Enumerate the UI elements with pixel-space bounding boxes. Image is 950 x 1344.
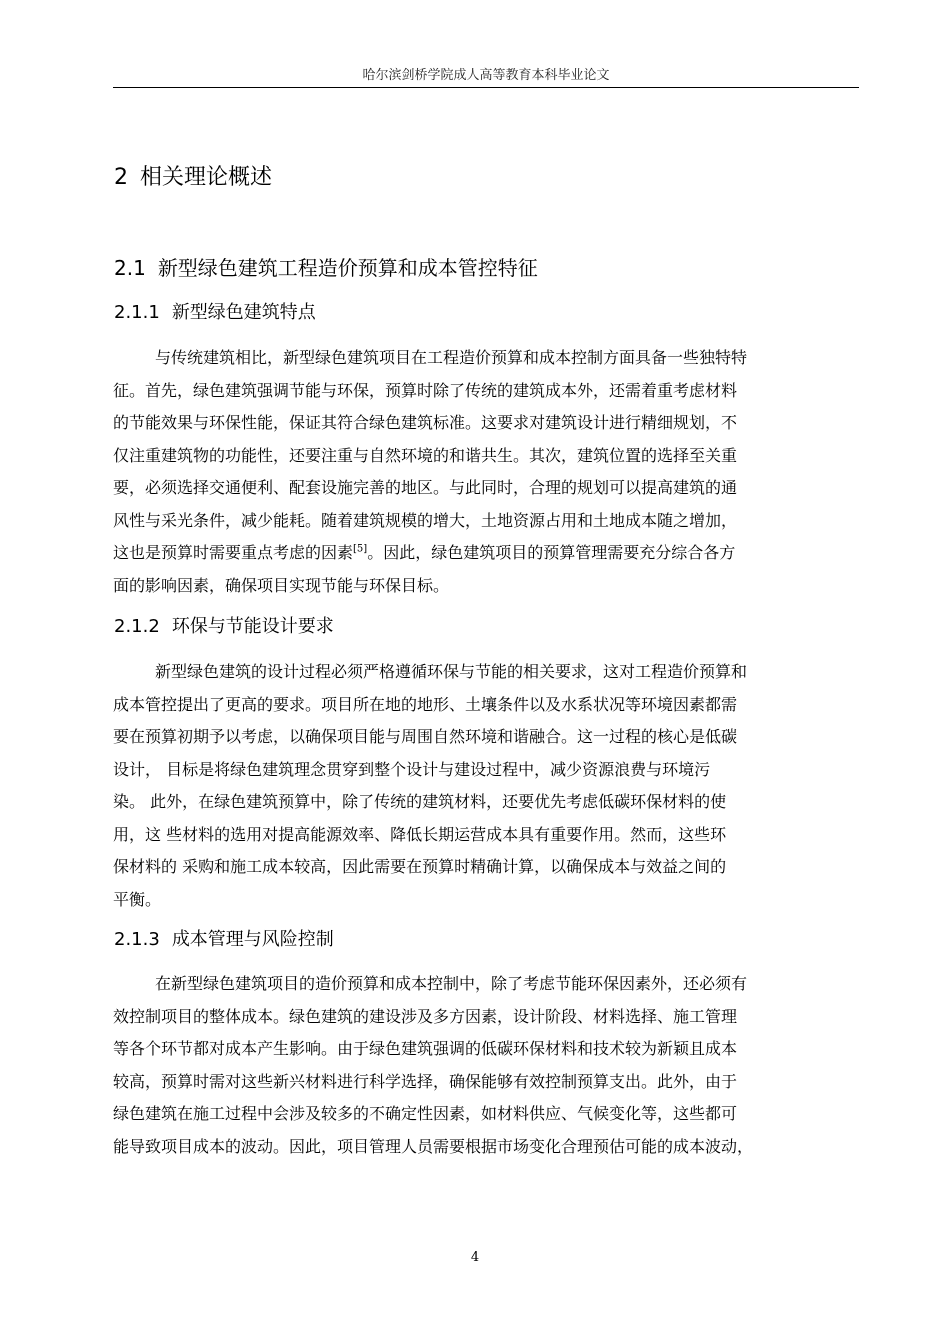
subsection-heading (114, 925, 334, 951)
header-rule (113, 87, 859, 88)
paragraph-line: 仅注重建筑物的功能性，还要注重与自然环境的和谐共生。其次，建筑位置的选择至关重 (113, 445, 738, 465)
paragraph-line: 能导致项目成本的波动。因此，项目管理人员需要根据市场变化合理预估可能的成本波动， (113, 1136, 754, 1156)
paragraph-line: 用，这 些材料的选用对提高能源效率、降低长期运营成本具有重要作用。然而，这些环 (113, 824, 727, 844)
subsection-heading (114, 612, 334, 638)
chapter-title: 相关理论概述 (140, 165, 273, 190)
citation-reference[interactable]: [5] (353, 543, 368, 555)
subsection-number: 2.1.1 (114, 302, 160, 323)
paragraph-line: 新型绿色建筑的设计过程必须严格遵循环保与节能的相关要求，这对工程造价预算和 (155, 662, 748, 681)
paragraph-line: 染。 此外，在绿色建筑预算中，除了传统的建筑材料，还要优先考虑低碳环保材料的使 (113, 792, 727, 811)
paragraph (113, 656, 861, 916)
paragraph-line: 的节能效果与环保性能，保证其符合绿色建筑标准。这要求对建筑设计进行精细规划，不 (113, 413, 738, 432)
subsection-heading (114, 298, 316, 324)
subsection-title: 成本管理与风险控制 (171, 929, 334, 950)
paragraph (113, 968, 861, 1163)
paragraph-line: 面的影响因素，确保项目实现节能与环保目标。 (113, 575, 450, 595)
paragraph-line: 风性与采光条件，减少能耗。随着建筑规模的增大，土地资源占用和土地成本随之增加， (113, 510, 738, 530)
paragraph-line: 设计， 目标是将绿色建筑理念贯穿到整个设计与建设过程中，减少资源浪费与环境污 (113, 759, 711, 779)
subsection-title: 新型绿色建筑特点 (171, 302, 316, 323)
paragraph-line: 效控制项目的整体成本。绿色建筑的建设涉及多方因素，设计阶段、材料选择、施工管理 (113, 1006, 738, 1026)
paragraph-line: 等各个环节都对成本产生影响。由于绿色建筑强调的低碳环保材料和技术较为新颖且成本 (113, 1039, 738, 1058)
section-heading (114, 252, 538, 281)
paragraph-line: 与传统建筑相比，新型绿色建筑项目在工程造价预算和成本控制方面具备一些独特特 (155, 348, 748, 367)
page-header: 哈尔滨剑桥学院成人高等教育本科毕业论文 (362, 68, 610, 83)
paragraph-line: 要，必须选择交通便利、配套设施完善的地区。与此同时，合理的规划可以提高建筑的通 (113, 478, 738, 497)
paragraph-line: 在新型绿色建筑项目的造价预算和成本控制中，除了考虑节能环保因素外，还必须有 (155, 974, 748, 993)
citation-trail-text: 。因此，绿色建筑项目的预算管理需要充分综合各方 (367, 543, 736, 562)
paragraph-line: 保材料的 采购和施工成本较高，因此需要在预算时精确计算，以确保成本与效益之间的 (113, 857, 727, 876)
paragraph-line: 成本管控提出了更高的要求。项目所在地的地形、土壤条件以及水系状况等环境因素都需 (113, 694, 738, 714)
paragraph-line: 要在预算初期予以考虑，以确保项目能与周围自然环境和谐融合。这一过程的核心是低碳 (113, 727, 738, 746)
paragraph-line: 平衡。 (113, 889, 162, 909)
section-title: 新型绿色建筑工程造价预算和成本管控特征 (157, 256, 538, 280)
page-number: 4 (470, 1250, 480, 1265)
subsection-title: 环保与节能设计要求 (171, 616, 334, 637)
subsection-number: 2.1.3 (114, 929, 160, 950)
paragraph (113, 342, 861, 602)
chapter-heading (114, 160, 272, 191)
section-number: 2.1 (114, 256, 146, 280)
chapter-number: 2 (114, 165, 128, 190)
paragraph-line: 较高，预算时需对这些新兴材料进行科学选择，确保能够有效控制预算支出。此外，由于 (113, 1071, 738, 1091)
paragraph-line (113, 537, 861, 570)
paragraph-line: 征。首先，绿色建筑强调节能与环保，预算时除了传统的建筑成本外，还需着重考虑材料 (113, 380, 738, 400)
subsection-number: 2.1.2 (114, 616, 160, 637)
citation-lead-text: 这也是预算时需要重点考虑的因素 (113, 543, 354, 562)
paragraph-line: 绿色建筑在施工过程中会涉及较多的不确定性因素，如材料供应、气候变化等，这些都可 (113, 1104, 738, 1123)
